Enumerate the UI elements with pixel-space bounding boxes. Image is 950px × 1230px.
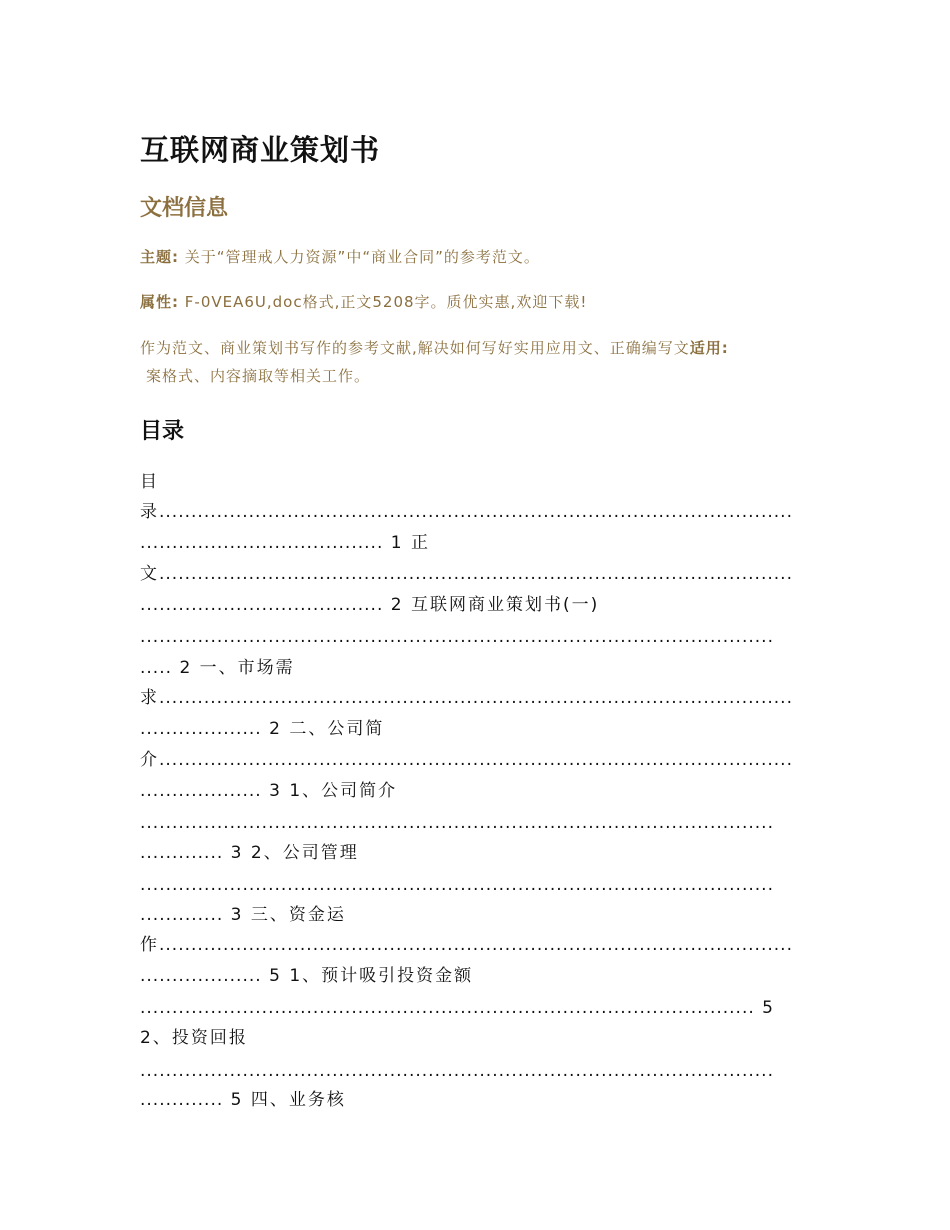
toc-line: ............. 3 三、资金运: [140, 905, 346, 925]
toc-line: 目: [140, 472, 159, 492]
toc-line: ............. 5 四、业务核: [140, 1090, 346, 1110]
toc-line: ................... 5 1、预计吸引投资金额: [140, 966, 474, 986]
toc-line: ................................................................................................ 5: [140, 998, 775, 1018]
toc-line: ...................................... 1 正: [140, 533, 430, 553]
toc-line: ...................................................................................................: [140, 627, 774, 647]
toc-line: 2、投资回报: [140, 1028, 248, 1048]
toc-line: ...................................................................................................: [140, 875, 774, 895]
usage-line: [140, 334, 812, 390]
usage-text-2: 案格式、内容摘取等相关工作。: [146, 367, 371, 385]
attribute-text: F-0VEA6U,doc格式,正文5208字。质优实惠,欢迎下载!: [184, 293, 588, 311]
toc-line: 录...................................................................................................: [140, 502, 793, 522]
topic-text: 关于“管理戒人力资源”中“商业合同”的参考范文。: [184, 248, 540, 266]
usage-text-1: 作为范文、商业策划书写作的参考文献,解决如何写好实用应用文、正确编写文: [140, 339, 690, 357]
attribute-label: 属性:: [140, 293, 179, 311]
toc-line: ..... 2 一、市场需: [140, 658, 295, 678]
usage-label: 适用:: [689, 339, 729, 357]
toc-line: 作...................................................................................................: [140, 935, 793, 955]
toc-line: 介...................................................................................................: [140, 750, 793, 770]
toc-line: ................... 2 二、公司简: [140, 719, 385, 739]
toc-line: ................... 3 1、公司简介: [140, 781, 398, 801]
attribute-line: [140, 288, 812, 316]
document-info-heading: 文档信息: [140, 196, 229, 221]
document-title: 互联网商业策划书: [140, 133, 381, 167]
toc-line: ...................................................................................................: [140, 813, 774, 833]
topic-label: 主题:: [140, 248, 179, 266]
toc-line: 求...................................................................................................: [140, 688, 793, 708]
toc-heading: 目录: [140, 419, 185, 444]
toc-line: ............. 3 2、公司管理: [140, 843, 359, 863]
toc-line: ...................................... 2 互联网商业策划书(一): [140, 595, 600, 615]
toc-line: ...................................................................................................: [140, 1061, 774, 1081]
toc-line: 文...................................................................................................: [140, 564, 793, 584]
topic-line: [140, 243, 812, 271]
